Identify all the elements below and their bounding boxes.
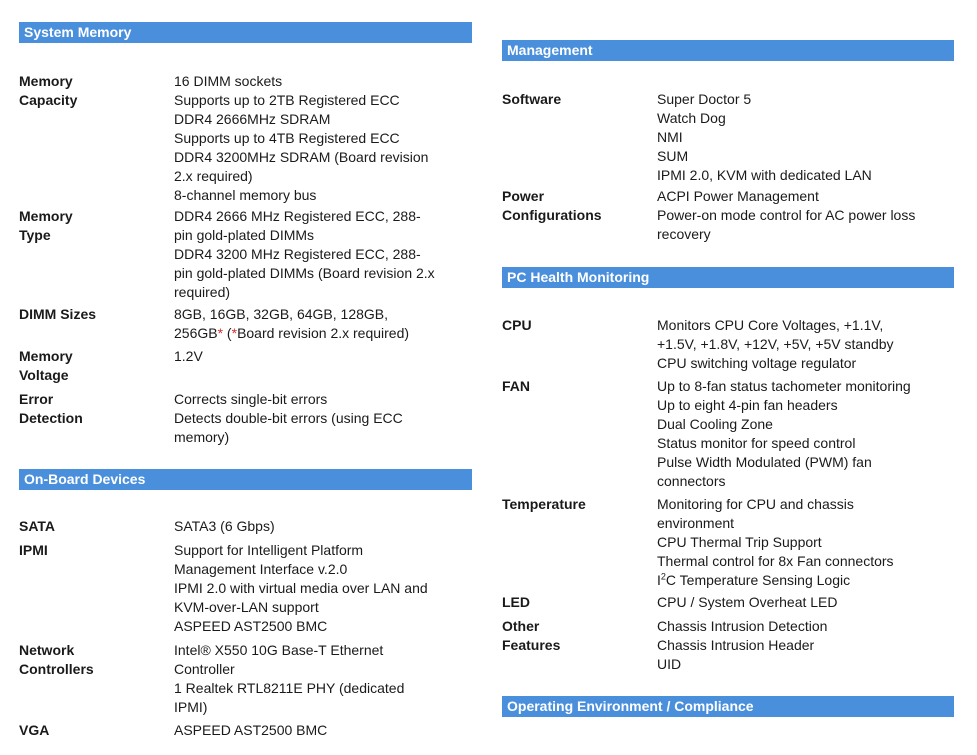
spec-label: LED — [502, 594, 530, 610]
spec-value: Intel® X550 10G Base-T Ethernet Controller 1 Realtek RTL8211E PHY (dedicated IPMI) — [174, 642, 405, 715]
spec-value: Support for Intelligent Platform Management Interface v.2.0 IPMI 2.0 with virtual media over LAN and KVM-over-LAN support ASPEED AST2500 BMC — [174, 542, 428, 634]
spec-value: Monitors CPU Core Voltages, +1.1V, +1.5V, +1.8V, +12V, +5V, +5V standby CPU switching voltage regulator — [657, 317, 894, 371]
spec-label: Memory Type — [19, 208, 73, 243]
spec-value: 16 DIMM sockets Supports up to 2TB Registered ECC DDR4 2666MHz SDRAM Supports up to 4TB Registered ECC DDR4 3200MHz SDRAM (Board revision 2.x required) 8-channel memory bus — [174, 73, 429, 203]
footnote-asterisk: * — [217, 325, 224, 341]
section-header-on-board-devices: On-Board Devices — [19, 469, 472, 490]
spec-label: DIMM Sizes — [19, 306, 97, 322]
spec-value: CPU / System Overheat LED — [657, 594, 838, 610]
spec-value: Monitoring for CPU and chassis environment CPU Thermal Trip Support Thermal control for 8x Fan connectors $I^2C$ Temperature Sensing Logic — [657, 496, 894, 588]
spec-label: IPMI — [19, 542, 48, 558]
spec-value: Corrects single-bit errors Detects double-bit errors (using ECC memory) — [174, 391, 403, 445]
spec-value: SATA3 (6 Gbps) — [174, 518, 275, 534]
spec-value: ACPI Power Management Power-on mode control for AC power loss recovery — [657, 188, 916, 242]
section-header-operating-environment: Operating Environment / Compliance — [502, 696, 954, 717]
spec-value: 1.2V — [174, 348, 203, 364]
spec-value: DDR4 2666 MHz Registered ECC, 288- pin gold-plated DIMMs DDR4 3200 MHz Registered ECC, 288- pin gold-plated DIMMs (Board revision 2.x required) — [174, 208, 435, 300]
spec-label: Other Features — [502, 618, 561, 653]
spec-label: Temperature — [502, 496, 586, 512]
spec-label: Error Detection — [19, 391, 83, 426]
section-header-pc-health-monitoring: PC Health Monitoring — [502, 267, 954, 288]
spec-label: FAN — [502, 378, 530, 394]
footnote-asterisk: * — [231, 325, 238, 341]
spec-label: Memory Capacity — [19, 73, 78, 108]
spec-value: Up to 8-fan status tachometer monitoring Up to eight 4-pin fan headers Dual Cooling Zone Status monitor for speed control Pulse Width Modulated (PWM) fan connectors — [657, 378, 911, 489]
spec-value: ASPEED AST2500 BMC — [174, 722, 328, 738]
section-header-system-memory: System Memory — [19, 22, 472, 43]
spec-label: Software — [502, 91, 562, 107]
spec-label: Network Controllers — [19, 642, 94, 677]
spec-label: Power Configurations — [502, 188, 602, 223]
spec-label: CPU — [502, 317, 532, 333]
spec-value: Super Doctor 5 Watch Dog NMI SUM IPMI 2.0, KVM with dedicated LAN — [657, 91, 872, 183]
spec-label: Memory Voltage — [19, 348, 73, 383]
spec-value: Chassis Intrusion Detection Chassis Intrusion Header UID — [657, 618, 828, 672]
section-header-management: Management — [502, 40, 954, 61]
spec-label: VGA — [19, 722, 50, 738]
spec-label: SATA — [19, 518, 56, 534]
spec-value: 8GB, 16GB, 32GB, 64GB, 128GB, 256GB* (*Board revision 2.x required) — [174, 306, 410, 341]
